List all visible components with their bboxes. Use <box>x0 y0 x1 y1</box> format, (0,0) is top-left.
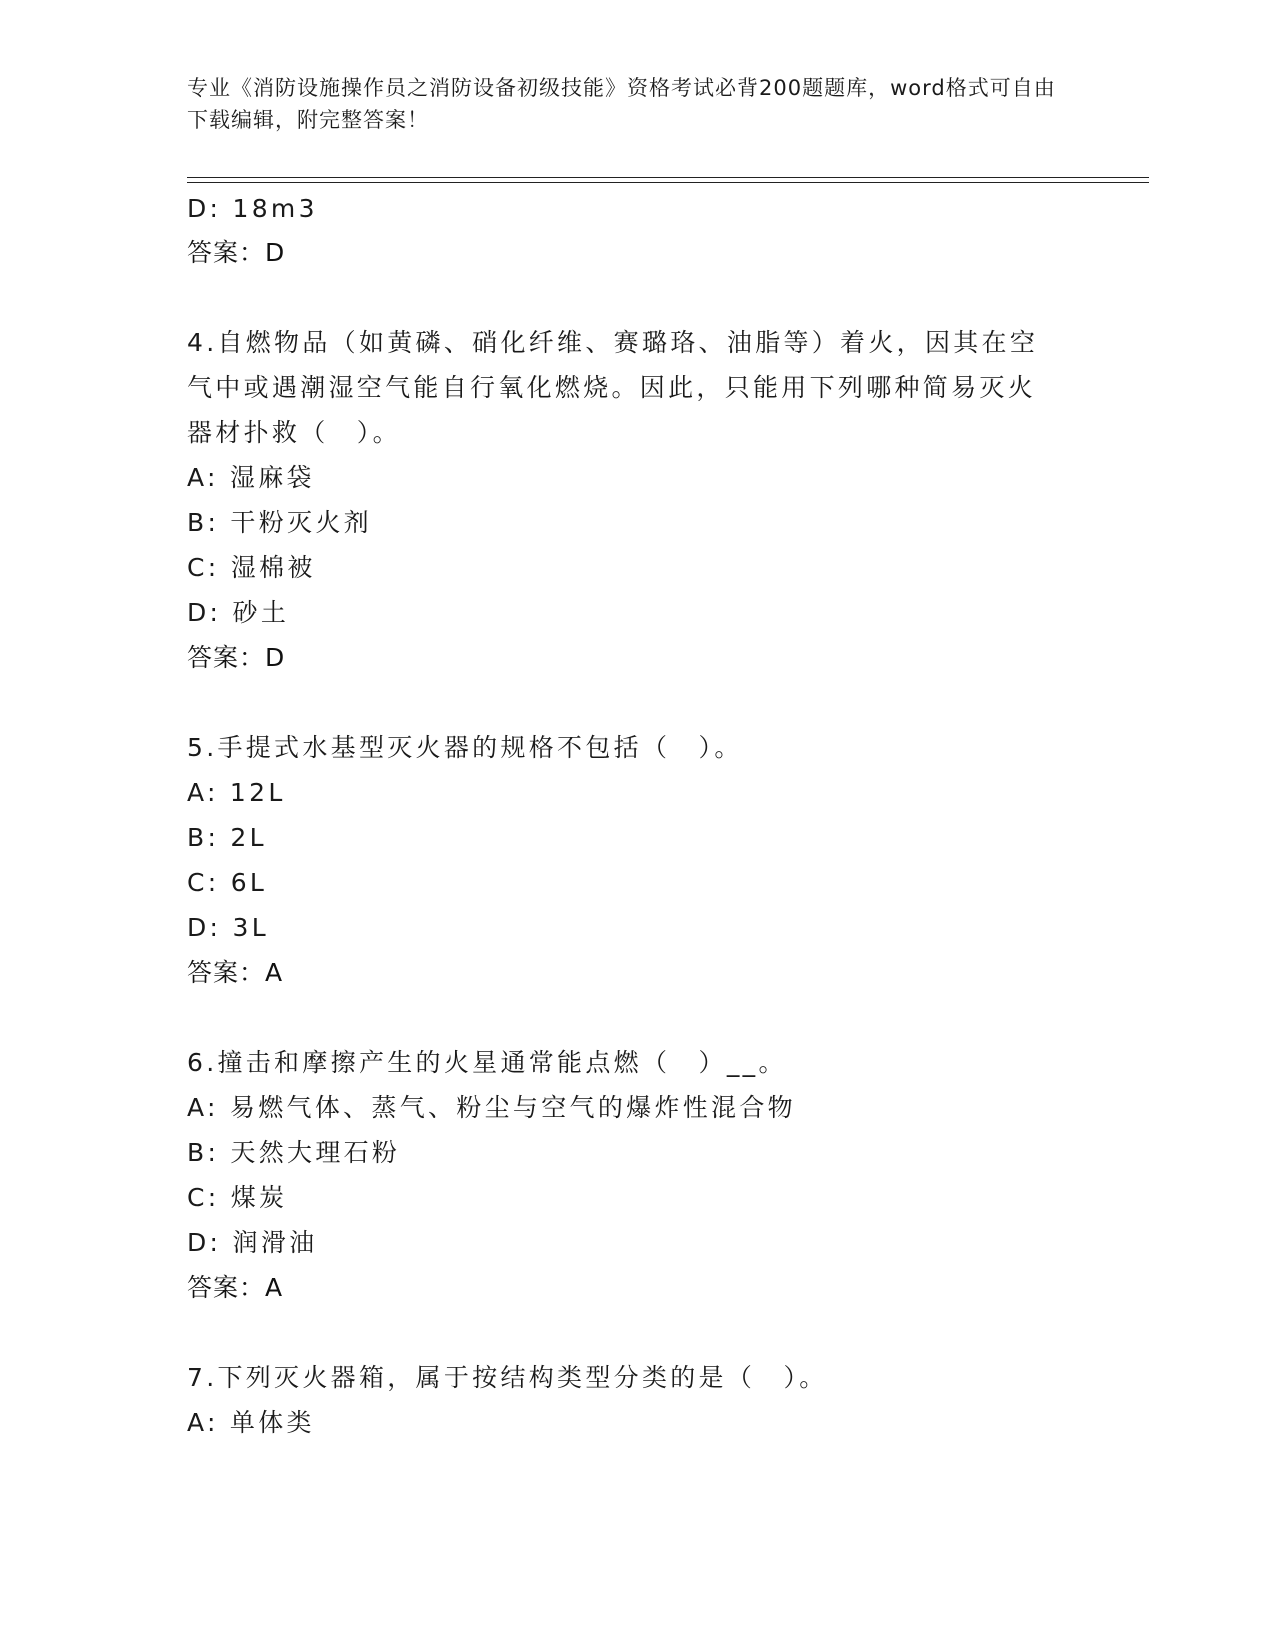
q6-option-d: D: 润滑油 <box>187 1228 318 1257</box>
q7-option-a: A: 单体类 <box>187 1408 315 1437</box>
q4-question-line2: 气中或遇潮湿空气能自行氧化燃烧。因此，只能用下列哪种简易灭火 <box>187 373 1037 402</box>
q6-option-b: B: 天然大理石粉 <box>187 1138 401 1167</box>
header-divider-bottom <box>187 182 1149 183</box>
q4-question-line3: 器材扑救（ ）。 <box>187 418 401 447</box>
q6-answer: 答案：A <box>187 1273 284 1302</box>
q3-option-d: D: 18m3 <box>187 194 318 223</box>
q5-option-c: C: 6L <box>187 868 268 897</box>
q4-option-c: C: 湿棉被 <box>187 553 316 582</box>
q5-option-a: A: 12L <box>187 778 286 807</box>
q5-option-d: D: 3L <box>187 913 269 942</box>
q6-option-a: A: 易燃气体、蒸气、粉尘与空气的爆炸性混合物 <box>187 1093 796 1122</box>
q5-answer: 答案：A <box>187 958 284 987</box>
q5-question: 5.手提式水基型灭火器的规格不包括（ ）。 <box>187 733 743 762</box>
q6-question: 6.撞击和摩擦产生的火星通常能点燃（ ）__。 <box>187 1048 787 1077</box>
q4-option-d: D: 砂土 <box>187 598 290 627</box>
q3-answer: 答案：D <box>187 238 286 267</box>
document-header: 专业《消防设施操作员之消防设备初级技能》资格考试必背200题题库，word格式可自由下载编辑，附完整答案！ <box>187 76 1056 132</box>
q7-question: 7.下列灭火器箱，属于按结构类型分类的是（ ）。 <box>187 1363 828 1392</box>
q4-option-a: A: 湿麻袋 <box>187 463 315 492</box>
q4-answer: 答案：D <box>187 643 286 672</box>
q5-option-b: B: 2L <box>187 823 267 852</box>
q4-option-b: B: 干粉灭火剂 <box>187 508 372 537</box>
q4-question-line1: 4.自燃物品（如黄磷、硝化纤维、赛璐珞、油脂等）着火，因其在空 <box>187 328 1039 357</box>
q6-option-c: C: 煤炭 <box>187 1183 288 1212</box>
header-divider-top <box>187 177 1149 178</box>
